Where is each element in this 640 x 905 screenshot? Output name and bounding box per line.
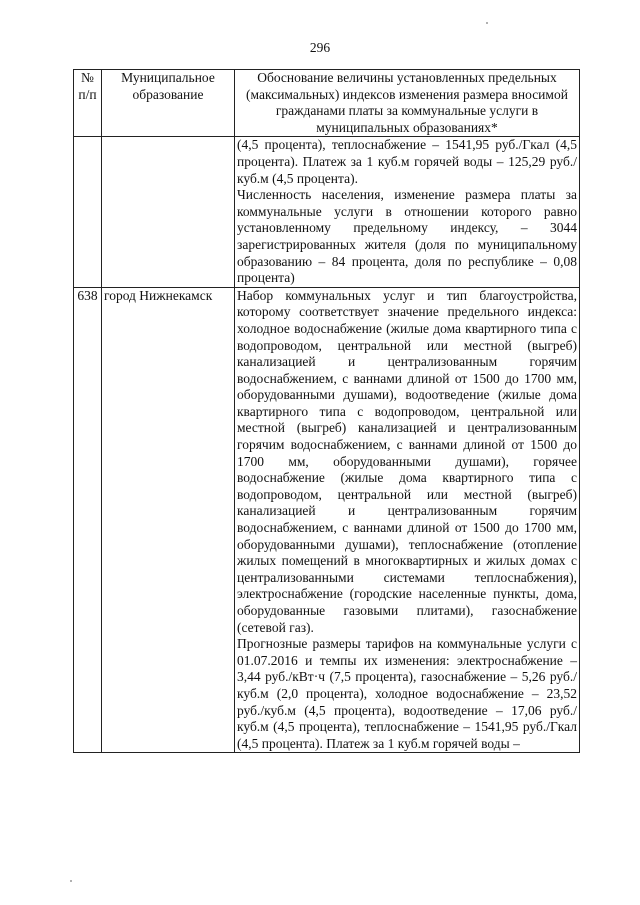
- row-number: [74, 137, 102, 287]
- scan-speck: [70, 880, 72, 882]
- page-number: 296: [309, 40, 331, 55]
- header-basis: Обоснование величины установленных предельных (максимальных) индексов изменения размера вносимой гражданами платы за коммунальные услуги в муниципальных образованиях*: [235, 70, 580, 137]
- basis-paragraph: Численность населения, изменение размера платы за коммунальные услуги в отношении которого равно установленному предельному индексу, – 3044 зарегистрированных жителя (доля по муниципальному образованию – 84 процента, доля по республике – 0,08 процента): [237, 187, 577, 286]
- header-municipality: Муниципальное образование: [102, 70, 235, 137]
- row-municipality: [102, 137, 235, 287]
- basis-paragraph: Набор коммунальных услуг и тип благоустройства, которому соответствует значение предельного индекса: холодное водоснабжение (жилые дома квартирного типа с водопроводом, центральной или местной (выгреб) канализацией и централизованным горячим водоснабжением, с ваннами длиной от 1500 до 1700 мм, оборудованными душами), водоотведение (жилые дома квартирного типа с водопроводом, центральной или местной (выгреб) канализацией и централизованным горячим водоснабжением, с ваннами длиной от 1500 до 1700 мм, оборудованными душами), горячее водоснабжение (жилые дома квартирного типа с водопроводом, центральной или местной (выгреб) канализацией и централизованным горячим водоснабжением, с ваннами длиной от 1500 до 1700 мм, оборудованными душами), теплоснабжение (отопление жилых помещений в многоквартирных и жилых домах с централизованными системами теплоснабжения), электроснабжение (городские населенные пункты, дома, оборудованные газовыми плитами), газоснабжение (сетевой газ).: [237, 287, 577, 635]
- table-row: [74, 287, 580, 753]
- table-row: [74, 137, 580, 287]
- row-basis: [235, 287, 580, 753]
- scan-speck: [486, 22, 488, 24]
- tariff-table: [73, 69, 580, 753]
- row-number: 638: [74, 287, 102, 753]
- row-basis: [235, 137, 580, 287]
- table-header-row: [74, 70, 580, 137]
- basis-paragraph: (4,5 процента), теплоснабжение – 1541,95 руб./Гкал (4,5 процента). Платеж за 1 куб.м горячей воды – 125,29 руб./куб.м (4,5 процента).: [237, 137, 577, 186]
- basis-paragraph: Прогнозные размеры тарифов на коммунальные услуги с 01.07.2016 и темпы их изменения: электроснабжение – 3,44 руб./кВт·ч (7,5 процента), газоснабжение – 5,26 руб./куб.м (2,0 процента), холодное водоснабжение – 23,52 руб./куб.м (4,5 процента), водоотведение – 17,06 руб./куб.м (4,5 процента), теплоснабжение – 1541,95 руб./Гкал (4,5 процента). Платеж за 1 куб.м горячей воды –: [237, 636, 577, 751]
- header-number: № п/п: [74, 70, 102, 137]
- row-municipality: город Нижнекамск: [102, 287, 235, 753]
